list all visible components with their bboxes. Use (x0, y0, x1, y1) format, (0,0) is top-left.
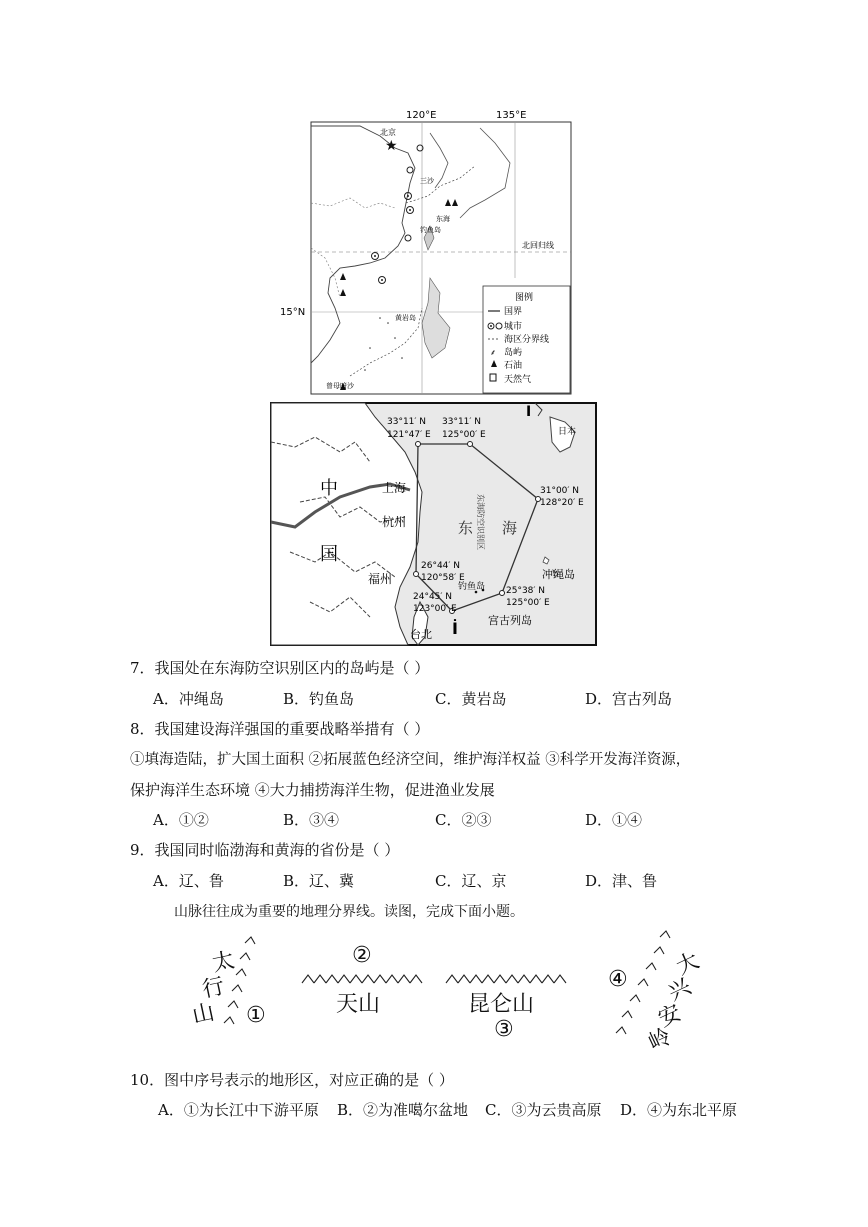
question-10-option-c: C．③为云贵高原 (485, 1101, 602, 1119)
lon-label-120: 120°E (406, 110, 437, 121)
map2-donghai-2: 海 (502, 519, 518, 537)
coord-p5-lat: 24°45′ N (413, 592, 453, 602)
daxing-char-2: 兴 (664, 974, 696, 1007)
map2-fuzhou: 福州 (368, 572, 393, 586)
legend-item-oil: 石油 (504, 361, 523, 371)
coord-p3-lon: 128°20′ E (540, 498, 584, 508)
question-7-option-c: C．黄岩岛 (435, 690, 507, 708)
legend-title: 图例 (515, 293, 534, 303)
coord-p6-lat: 25°38′ N (506, 586, 546, 596)
question-7-option-d: D．宫古列岛 (585, 690, 673, 708)
question-8-stem: 8．我国建设海洋强国的重要战略举措有（ ） (130, 720, 430, 738)
coord-p3-lat: 31°00′ N (540, 486, 580, 496)
legend-item-border: 国界 (504, 307, 523, 317)
svg-text:⸙: ⸙ (490, 348, 496, 357)
legend-item-island: 岛屿 (504, 348, 523, 358)
map2-taibei: 台北 (410, 628, 432, 641)
legend-item-sea-boundary: 海区分界线 (504, 335, 550, 345)
map1-huangyan: 黄岩岛 (395, 314, 416, 322)
east-china-sea-adiz-map (270, 402, 597, 646)
daxing-char-3: 安 (654, 1000, 686, 1033)
label-circle-2: ② (352, 943, 372, 968)
coord-p2-lon: 125°00′ E (442, 430, 486, 440)
question-9-stem: 9．我国同时临渤海和黄海的省份是（ ） (130, 841, 400, 859)
question-9-option-c: C．辽、京 (435, 872, 507, 890)
map2-zone-label: 东海防空识别区 (476, 494, 485, 550)
coord-p4-lat: 26°44′ N (421, 561, 461, 571)
question-8-option-b: B．③④ (283, 811, 340, 829)
coord-p1-lon: 121°47′ E (387, 430, 431, 440)
map2-okinawa: 冲绳岛 (542, 568, 575, 581)
svg-text:İ: İ (452, 619, 458, 638)
map1-sanshi: 三沙 (420, 177, 434, 185)
question-8-statements-line1: ①填海造陆，扩大国土面积 ②拓展蓝色经济空间，维护海洋权益 ③科学开发海洋资源， (130, 752, 691, 768)
question-10-option-a: A．①为长江中下游平原 (158, 1101, 319, 1119)
label-circle-3: ③ (494, 1017, 514, 1042)
coord-p5-lon: 123°00′ E (413, 604, 457, 614)
question-8-option-d: D．①④ (585, 811, 643, 829)
lon-label-135: 135°E (496, 110, 527, 121)
coord-p1-lat: 33°11′ N (387, 417, 427, 427)
daxing-char-4: 岭 (644, 1024, 676, 1057)
question-10-option-d: D．④为东北平原 (620, 1101, 738, 1119)
map1-tropic: 北回归线 (522, 241, 554, 250)
svg-text:★: ★ (385, 138, 398, 154)
question-8-option-c: C．②③ (435, 811, 492, 829)
coord-p2-lat: 33°11′ N (442, 417, 482, 427)
mountains-intro: 山脉往往成为重要的地理分界线。读图，完成下面小题。 (174, 904, 524, 920)
question-7-stem: 7．我国处在东海防空识别区内的岛屿是（ ） (130, 659, 430, 677)
question-8-option-a: A．①② (153, 811, 209, 829)
lat-label-15: 15°N (280, 307, 306, 318)
map1-zengmu: 曾母暗沙 (326, 382, 354, 390)
map1-beijing: 北京 (380, 128, 396, 137)
south-china-sea-map (280, 108, 572, 395)
label-circle-1: ① (246, 1003, 266, 1028)
question-7-option-a: A．冲绳岛 (153, 690, 224, 708)
question-9-option-d: D．津、鲁 (585, 872, 658, 890)
svg-text:I: I (526, 404, 532, 420)
map2-diaoyu: 钓鱼岛 (458, 582, 486, 592)
map2-china-2: 国 (320, 544, 338, 565)
map1-svg (280, 108, 572, 395)
label-circle-4: ④ (608, 967, 628, 992)
question-8-statements-line2: 保护海洋生态环境 ④大力捕捞海洋生物，促进渔业发展 (130, 781, 495, 799)
legend-item-gas: 天然气 (504, 375, 532, 385)
question-10-stem: 10．图中序号表示的地形区，对应正确的是（ ） (130, 1071, 454, 1089)
map2-svg (270, 402, 597, 646)
taihang-char-1: 太 (210, 947, 237, 977)
map2-china-1: 中 (320, 478, 338, 499)
question-9-option-b: B．辽、冀 (283, 872, 355, 890)
map2-shanghai: 上海 (382, 481, 407, 495)
map1-diaoyu: 钓鱼岛 (420, 226, 441, 234)
coord-p4-lon: 120°58′ E (421, 573, 465, 583)
map1-donghai: 东海 (436, 215, 450, 223)
taihang-char-3: 山 (190, 999, 217, 1029)
daxing-char-1: 大 (672, 948, 704, 981)
map2-japan: 日本 (558, 427, 577, 437)
tianshan-label: 天山 (336, 992, 381, 1017)
mountain-ranges-diagram (180, 925, 704, 1057)
question-7-option-b: B．钓鱼岛 (283, 690, 355, 708)
legend-item-city: 城市 (504, 322, 523, 332)
map2-donghai-1: 东 (458, 519, 474, 537)
map2-miyako: 宫古列岛 (488, 614, 532, 627)
map2-hangzhou: 杭州 (382, 515, 407, 529)
question-10-option-b: B．②为准噶尔盆地 (337, 1101, 469, 1119)
question-9-option-a: A．辽、鲁 (153, 872, 224, 890)
taihang-char-2: 行 (200, 973, 227, 1003)
coord-p6-lon: 125°00′ E (506, 598, 550, 608)
kunlun-label: 昆仑山 (468, 992, 535, 1017)
